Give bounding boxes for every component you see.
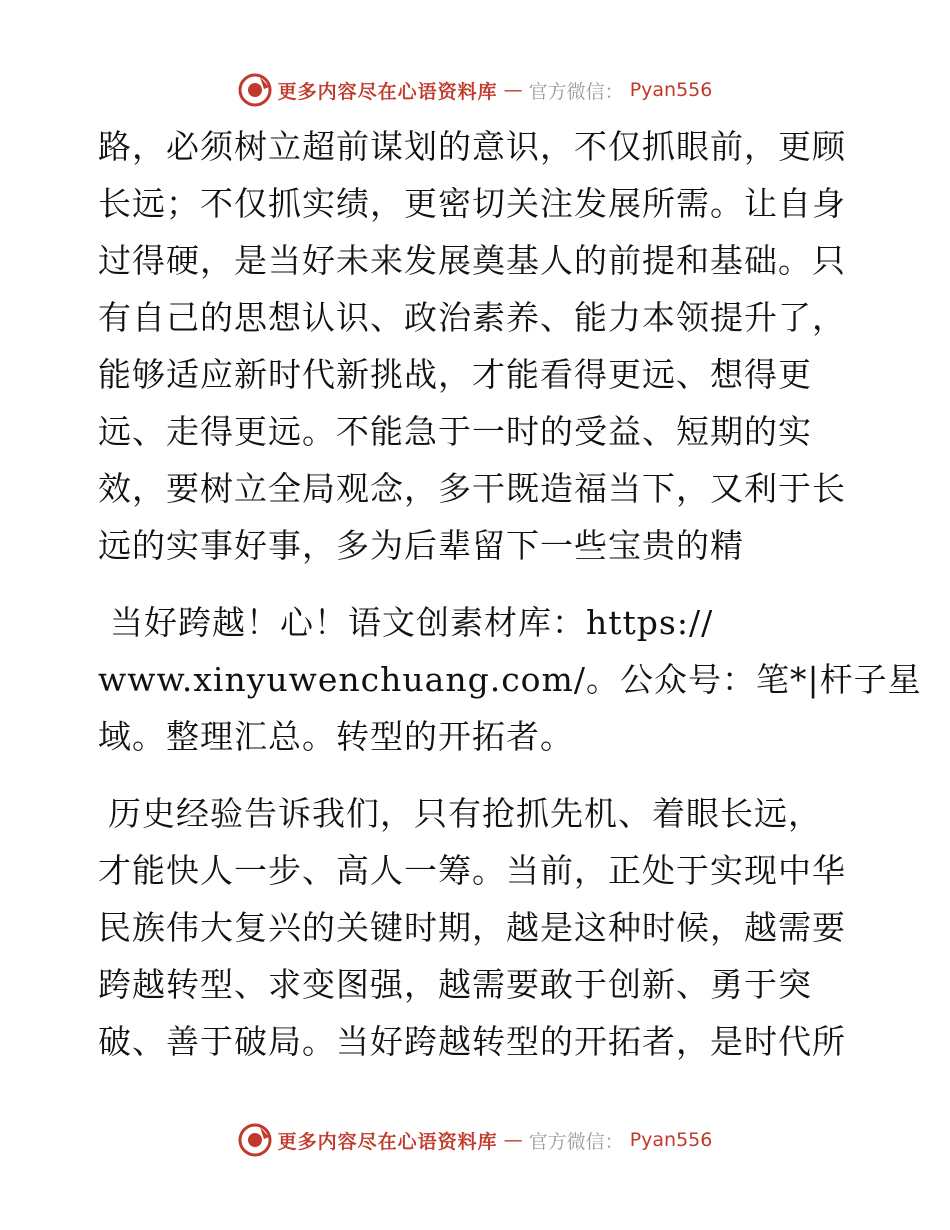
banner-wechat-id: Pyan556 bbox=[629, 1129, 713, 1151]
text-line: 长远；不仅抓实绩，更密切关注发展所需。让自身 bbox=[98, 184, 846, 223]
text-line: 才能快人一步、高人一筹。当前，正处于实现中华 bbox=[98, 851, 846, 890]
text-line: 民族伟大复兴的关键时期，越是这种时候，越需要 bbox=[98, 908, 846, 947]
banner-separator: — bbox=[503, 79, 523, 101]
text-line: 历史经验告诉我们，只有抢抓先机、着眼长远， bbox=[108, 794, 822, 833]
banner-brand-text: 更多内容尽在心语资料库 bbox=[277, 80, 498, 103]
text-line: www.xinyuwenchuang.com/。公众号：笔*|杆子星 bbox=[98, 660, 922, 699]
text-line: 远的实事好事，多为后辈留下一些宝贵的精 bbox=[98, 526, 744, 565]
text-line: 效，要树立全局观念，多干既造福当下，又利于长 bbox=[98, 469, 846, 508]
banner-wechat-label: 官方微信： bbox=[528, 80, 624, 103]
brand-logo-icon bbox=[238, 73, 272, 107]
text-line: 域。整理汇总。转型的开拓者。 bbox=[98, 717, 574, 756]
header-banner bbox=[0, 70, 950, 110]
banner-wechat-label: 官方微信： bbox=[528, 1130, 624, 1153]
banner-separator: — bbox=[503, 1129, 523, 1151]
document-body bbox=[98, 118, 922, 1070]
text-line: 能够适应新时代新挑战，才能看得更远、想得更 bbox=[98, 355, 812, 394]
text-line: 破、善于破局。当好跨越转型的开拓者，是时代所 bbox=[98, 1022, 846, 1061]
text-line: 当好跨越！心！语文创素材库：https:// bbox=[110, 603, 714, 642]
text-line: 跨越转型、求变图强，越需要敢于创新、勇于突 bbox=[98, 965, 812, 1004]
paragraph-3 bbox=[98, 785, 858, 1070]
text-line: 有自己的思想认识、政治素养、能力本领提升了， bbox=[98, 298, 846, 337]
banner-brand-text: 更多内容尽在心语资料库 bbox=[277, 1130, 498, 1153]
footer-banner bbox=[0, 1120, 950, 1160]
paragraph-1 bbox=[98, 118, 858, 574]
paragraph-2 bbox=[98, 594, 922, 765]
text-line: 过得硬，是当好未来发展奠基人的前提和基础。只 bbox=[98, 241, 846, 280]
text-line: 路，必须树立超前谋划的意识，不仅抓眼前，更顾 bbox=[98, 127, 846, 166]
brand-logo-icon bbox=[238, 1123, 272, 1157]
banner-wechat-id: Pyan556 bbox=[629, 79, 713, 101]
text-line: 远、走得更远。不能急于一时的受益、短期的实 bbox=[98, 412, 812, 451]
